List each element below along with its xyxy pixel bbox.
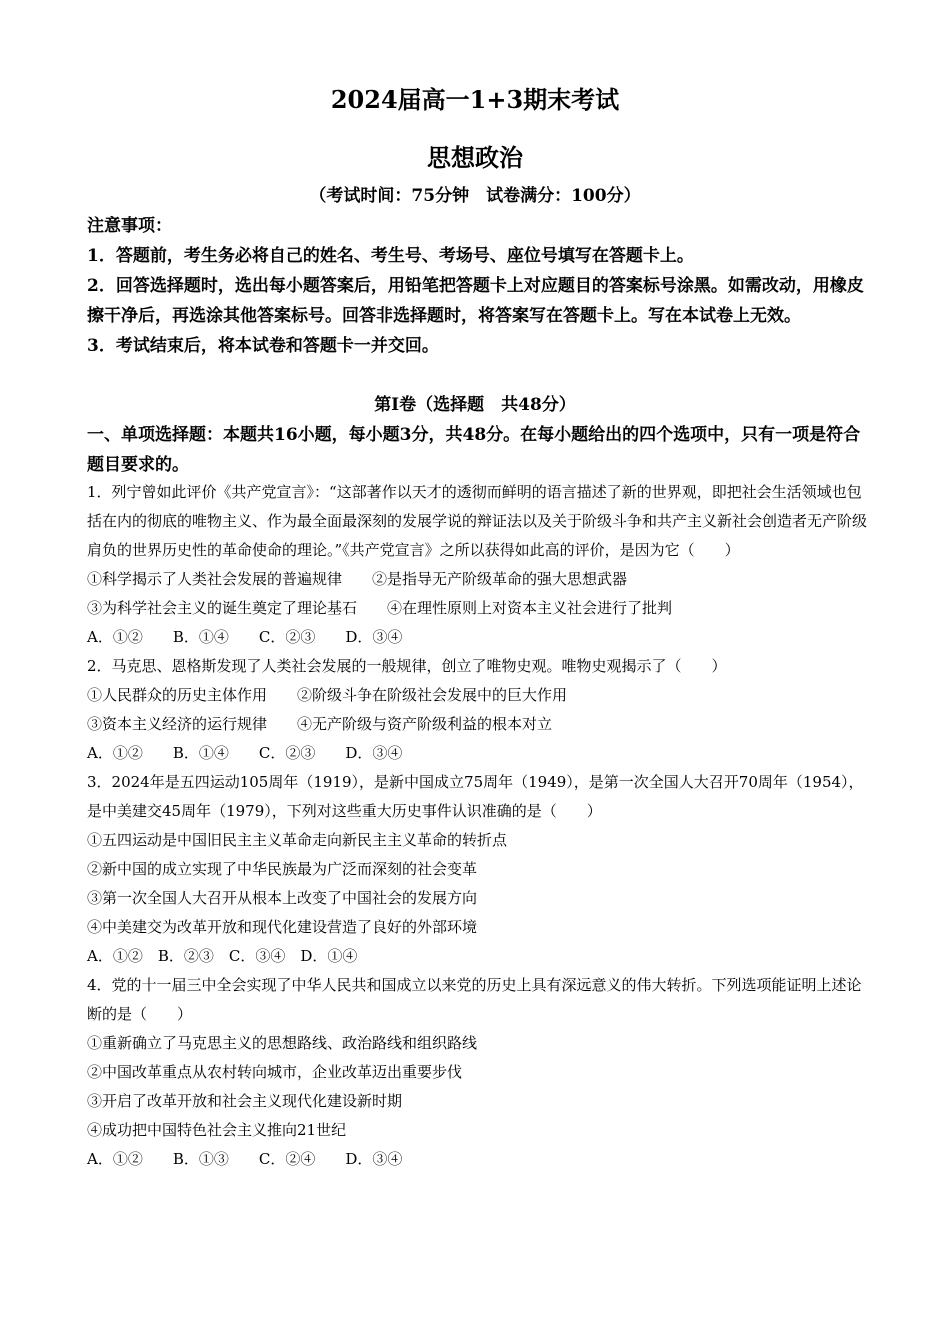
notes-heading: 注意事项：: [87, 216, 172, 236]
question-1: [87, 478, 867, 652]
questions-list: [87, 478, 867, 1174]
question-options: A．①② B．①③ C．②④ D．③④: [87, 1150, 403, 1168]
question-statement: ③第一次全国人大召开从根本上改变了中国社会的发展方向: [87, 889, 478, 907]
question-4: [87, 971, 867, 1174]
question-stem: 1．列宁曾如此评价《共产党宣言》：“这部著作以天才的透彻而鲜明的语言描述了新的世界观，即把社会生活领域也包括在内的彻底的唯物主义、作为最全面最深刻的发展学说的辩证法以及关于阶级斗争和共产主义新社会创造者无产阶级肩负的世界历史性的革命使命的理论。”《共产党宣言》之所以获得如此高的评价，是因为它（ ）: [87, 483, 868, 559]
exam-title: 2024届高一1+3期末考试: [330, 85, 620, 114]
question-statement: ①人民群众的历史主体作用 ②阶级斗争在阶级社会发展中的巨大作用: [87, 686, 568, 704]
question-options: A．①② B．①④ C．②③ D．③④: [87, 744, 403, 762]
question-statement: ④中美建交为改革开放和现代化建设营造了良好的外部环境: [87, 918, 478, 936]
question-statement: ③为科学社会主义的诞生奠定了理论基石 ④在理性原则上对资本主义社会进行了批判: [87, 599, 673, 617]
subject-title: 思想政治: [427, 143, 523, 172]
question-statement: ①科学揭示了人类社会发展的普遍规律 ②是指导无产阶级革命的强大思想武器: [87, 570, 628, 588]
part-description: 一、单项选择题：本题共16小题，每小题3分，共48分。在每小题给出的四个选项中，只有一项是符合题目要求的。: [87, 425, 861, 475]
exam-time-info: （考试时间：75分钟 试卷满分：100分）: [309, 186, 641, 206]
question-stem: 3．2024年是五四运动105周年（1919），是新中国成立75周年（1949），是第一次全国人大召开70周年（1954），是中美建交45周年（1979），下列对这些重大历史事件认识准确的是（ ）: [87, 773, 864, 820]
question-options: A．①② B．②③ C．③④ D．①④: [87, 947, 358, 965]
question-stem: 4．党的十一届三中全会实现了中华人民共和国成立以来党的历史上具有深远意义的伟大转折。下列选项能证明上述论断的是（ ）: [87, 976, 862, 1023]
question-statement: ②中国改革重点从农村转向城市，企业改革迈出重要步伐: [87, 1063, 463, 1081]
question-statement: ③资本主义经济的运行规律 ④无产阶级与资产阶级利益的根本对立: [87, 715, 553, 733]
question-statement: ③开启了改革开放和社会主义现代化建设新时期: [87, 1092, 403, 1110]
question-options: A．①② B．①④ C．②③ D．③④: [87, 628, 403, 646]
question-stem: 2．马克思、恩格斯发现了人类社会发展的一般规律，创立了唯物史观。唯物史观揭示了（ ）: [87, 657, 727, 675]
question-2: [87, 652, 867, 768]
note-item: 3．考试结束后，将本试卷和答题卡一并交回。: [87, 336, 439, 356]
question-statement: ②新中国的成立实现了中华民族最为广泛而深刻的社会变革: [87, 860, 478, 878]
question-statement: ④成功把中国特色社会主义推向21世纪: [87, 1121, 347, 1139]
note-item: 2．回答选择题时，选出每小题答案后，用铅笔把答题卡上对应题目的答案标号涂黑。如需改动，用橡皮擦干净后，再选涂其他答案标号。回答非选择题时，将答案写在答题卡上。写在本试卷上无效。: [87, 276, 864, 326]
section-title: 第Ⅰ卷（选择题 共48分）: [374, 395, 576, 415]
question-3: [87, 768, 867, 971]
notes-section: [87, 211, 867, 361]
note-item: 1．答题前，考生务必将自己的姓名、考生号、考场号、座位号填写在答题卡上。: [87, 246, 694, 266]
question-statement: ①重新确立了马克思主义的思想路线、政治路线和组织路线: [87, 1034, 478, 1052]
question-statement: ①五四运动是中国旧民主主义革命走向新民主主义革命的转折点: [87, 831, 508, 849]
